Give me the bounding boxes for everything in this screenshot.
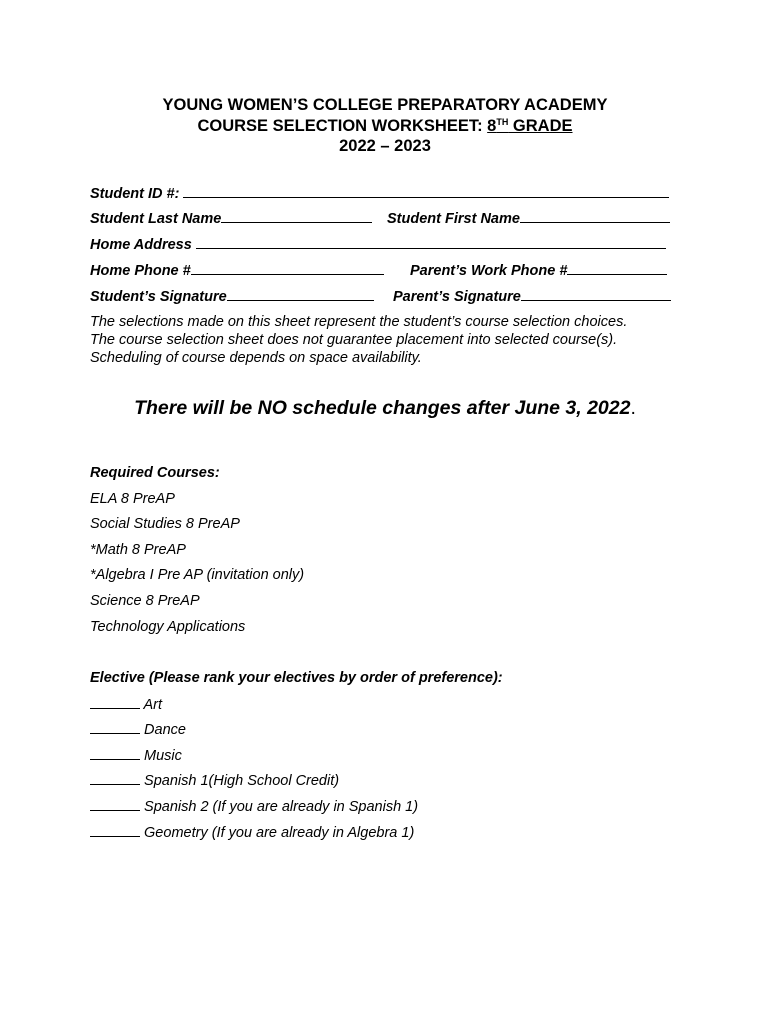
required-course-item: ELA 8 PreAP xyxy=(90,491,175,507)
student-id-label: Student ID #: xyxy=(90,186,184,202)
home-phone-label: Home Phone # xyxy=(90,263,191,279)
notice-text: There will be NO schedule changes after June 3, 2022 xyxy=(134,397,631,419)
elective-label: Spanish 1(High School Credit) xyxy=(144,773,340,789)
grade-number: 8 xyxy=(487,116,497,135)
document-header xyxy=(0,95,770,157)
required-course-item: *Math 8 PreAP xyxy=(90,542,186,558)
signature-row xyxy=(90,288,521,305)
first-name-label: Student First Name xyxy=(387,211,520,227)
elective-rank-field[interactable] xyxy=(90,824,140,837)
grade-suffix: TH xyxy=(496,116,509,127)
student-signature-field[interactable] xyxy=(227,288,374,301)
elective-item xyxy=(90,721,186,738)
school-name: YOUNG WOMEN’S COLLEGE PREPARATORY ACADEMY xyxy=(162,96,608,114)
notice-period: . xyxy=(630,397,636,419)
note-line-2: The course selection sheet does not guarantee placement into selected course(s). xyxy=(90,332,618,348)
last-name-label: Student Last Name xyxy=(90,211,222,227)
elective-heading: Elective (Please rank your electives by order of preference): xyxy=(90,670,503,686)
school-year: 2022 – 2023 xyxy=(339,137,431,155)
first-name-field[interactable] xyxy=(520,210,670,223)
elective-rank-field[interactable] xyxy=(90,747,140,760)
required-course-item: *Algebra I Pre AP (invitation only) xyxy=(90,567,305,583)
home-phone-field[interactable] xyxy=(191,262,384,275)
required-course-item: Technology Applications xyxy=(90,619,246,635)
elective-rank-field[interactable] xyxy=(90,721,140,734)
elective-label: Spanish 2 (If you are already in Spanish 1) xyxy=(144,799,419,815)
address-row xyxy=(90,236,666,253)
elective-label: Music xyxy=(144,748,182,764)
phone-row xyxy=(90,262,568,279)
worksheet-title xyxy=(0,116,770,137)
elective-item xyxy=(90,747,182,764)
parent-phone-group xyxy=(410,262,667,279)
required-courses-heading: Required Courses: xyxy=(90,465,220,481)
elective-label: Art xyxy=(143,697,163,713)
parent-work-phone-label: Parent’s Work Phone # xyxy=(410,263,568,279)
grade-word: GRADE xyxy=(508,116,573,135)
last-name-field[interactable] xyxy=(221,210,372,223)
elective-item xyxy=(90,772,339,789)
home-address-label: Home Address xyxy=(90,237,196,253)
parent-signature-group xyxy=(393,288,671,305)
note-line-3: Scheduling of course depends on space availability. xyxy=(90,350,422,366)
elective-rank-field[interactable] xyxy=(90,696,140,709)
disclaimer-note xyxy=(90,313,690,367)
required-course-item: Science 8 PreAP xyxy=(90,593,200,609)
elective-item xyxy=(90,798,418,815)
grade-label xyxy=(487,117,572,135)
parent-work-phone-field[interactable] xyxy=(567,262,667,275)
home-address-field[interactable] xyxy=(196,236,666,249)
elective-item xyxy=(90,824,414,841)
parent-signature-field[interactable] xyxy=(521,288,671,301)
elective-label: Geometry (If you are already in Algebra 1) xyxy=(144,825,415,841)
required-course-item: Social Studies 8 PreAP xyxy=(90,516,240,532)
note-line-1: The selections made on this sheet represent the student’s course selection choices. xyxy=(90,314,628,330)
elective-item xyxy=(90,696,162,713)
worksheet-title-text: COURSE SELECTION WORKSHEET: xyxy=(197,116,488,135)
first-name-group xyxy=(387,210,670,227)
student-id-field[interactable] xyxy=(183,185,669,198)
student-signature-label: Student’s Signature xyxy=(90,289,227,305)
elective-rank-field[interactable] xyxy=(90,772,140,785)
elective-rank-field[interactable] xyxy=(90,798,140,811)
schedule-change-notice xyxy=(0,397,770,420)
parent-signature-label: Parent’s Signature xyxy=(393,289,521,305)
name-row xyxy=(90,210,520,227)
student-id-row xyxy=(90,185,669,202)
elective-label: Dance xyxy=(144,722,186,738)
